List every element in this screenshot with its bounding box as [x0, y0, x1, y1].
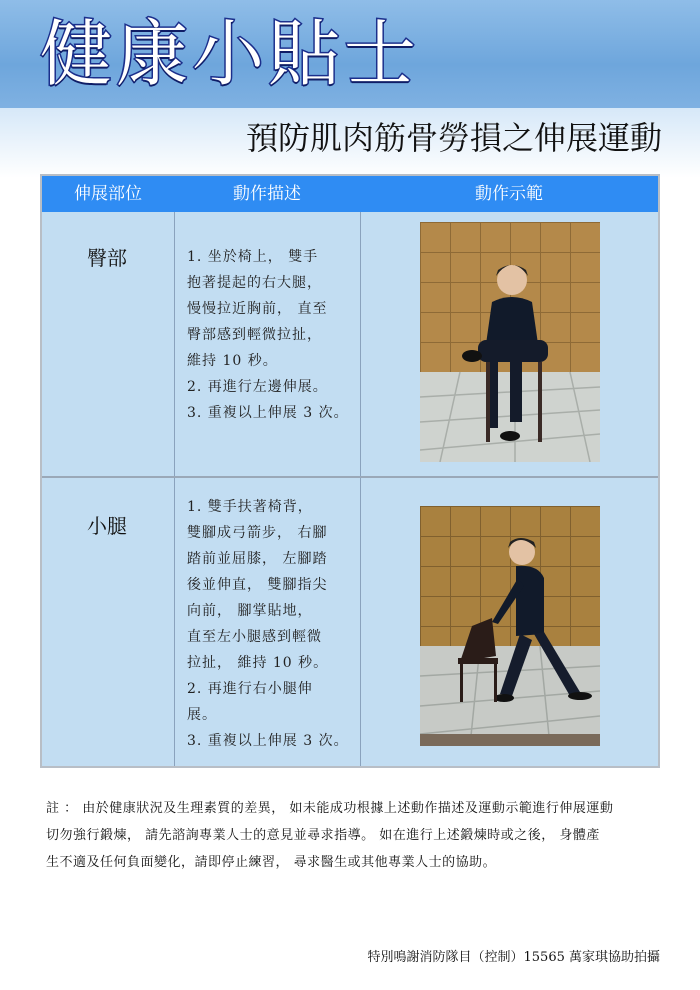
seated-stretch-photo: [420, 222, 600, 462]
column-header-demo: 動作示範: [475, 184, 543, 204]
step-line: 向前， 腳掌貼地，: [187, 603, 313, 619]
row-description: [187, 494, 349, 754]
step-line: 後並伸直， 雙腳指尖: [187, 577, 328, 593]
note-line: 註 ： 由於健康狀況及生理素質的差異， 如未能成功根據上述動作描述及運動示範進行伸展運動: [46, 801, 614, 816]
step-line: 2. 再進行右小腿伸: [187, 681, 313, 697]
step-line: 雙腳成弓箭步， 右腳: [187, 525, 328, 541]
step-line: 1. 雙手扶著椅背，: [187, 499, 313, 515]
step-line: 拉扯， 維持 10 秒。: [187, 655, 329, 671]
step-line: 展。: [187, 707, 217, 723]
page-subtitle: 預防肌肉筋骨勞損之伸展運動: [245, 119, 662, 157]
step-line: 抱著提起的右大腿，: [187, 275, 322, 291]
step-line: 臀部感到輕微拉扯，: [187, 327, 322, 343]
step-line: 直至左小腿感到輕微: [187, 629, 322, 645]
step-line: 2. 再進行左邊伸展。: [187, 379, 328, 395]
column-header-description: 動作描述: [233, 184, 301, 204]
disclaimer-note: [46, 795, 660, 876]
column-header-part: 伸展部位: [74, 184, 142, 204]
row-part-label: 小腿: [87, 514, 127, 538]
calf-stretch-photo: [420, 506, 600, 746]
step-line: 1. 坐於椅上， 雙手: [187, 249, 319, 265]
row-divider: [42, 476, 658, 478]
stretch-table: [40, 174, 660, 768]
column-divider: [360, 212, 361, 766]
step-line: 3. 重複以上伸展 3 次。: [187, 733, 349, 749]
row-part-label: 臀部: [87, 246, 127, 270]
table-header-row: [42, 176, 658, 212]
note-line: 生不適及任何負面變化，請即停止練習， 尋求醫生或其他專業人士的協助。: [46, 855, 497, 870]
step-line: 維持 10 秒。: [187, 353, 278, 369]
column-divider: [174, 212, 175, 766]
step-line: 3. 重複以上伸展 3 次。: [187, 405, 349, 421]
photo-credit: 特別鳴謝消防隊目（控制）15565 萬家琪協助拍攝: [367, 950, 660, 965]
step-line: 慢慢拉近胸前， 直至: [187, 301, 328, 317]
page-title: 健康小貼士: [40, 12, 421, 96]
step-line: 踏前並屈膝， 左腳踏: [187, 551, 328, 567]
note-line: 切勿強行鍛煉， 請先諮詢專業人士的意見並尋求指導。 如在進行上述鍛煉時或之後， 身體產: [46, 828, 600, 843]
row-description: [187, 244, 349, 426]
